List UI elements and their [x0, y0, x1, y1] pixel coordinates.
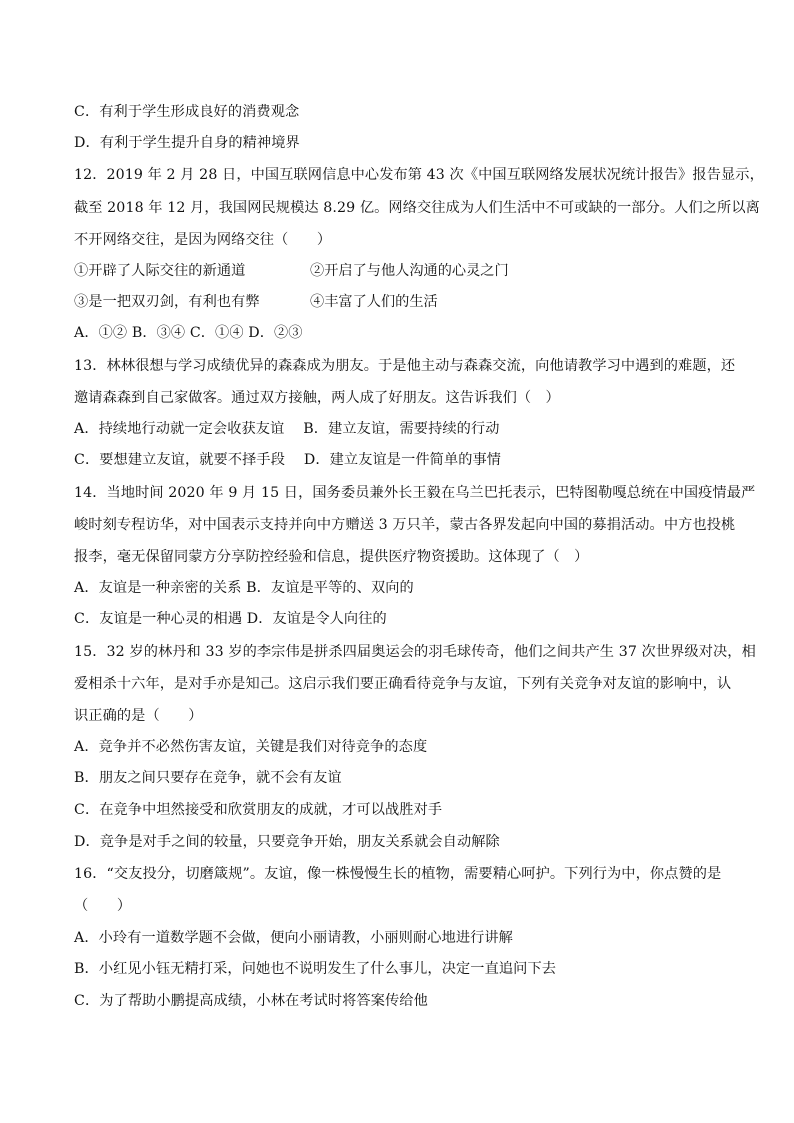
text-line: 峻时刻专程访华，对中国表示支持并向中方赠送 3 万只羊，蒙古各界发起向中国的募捐活动。中方也投桃: [74, 517, 736, 533]
text-line: 截至 2018 年 12 月，我国网民规模达 8.29 亿。网络交往成为人们生活中不可或缺的一部分。人们之所以离: [74, 200, 760, 216]
answer-choice: D．竞争是对手之间的较量，只要竞争开始，朋友关系就会自动解除: [74, 834, 500, 850]
answer-choice: A．小玲有一道数学题不会做，便向小丽请教，小丽则耐心地进行讲解: [74, 930, 513, 946]
text-line: 不开网络交往，是因为网络交往（ ）: [74, 232, 332, 248]
answer-choices: A．友谊是一种亲密的关系 B．友谊是平等的、双向的: [74, 580, 414, 596]
answer-choice: B．朋友之间只要存在竞争，就不会有友谊: [74, 770, 342, 786]
text-line: C．有利于学生形成良好的消费观念: [74, 104, 300, 120]
answer-choices: A．①② B．③④ C．①④ D．②③: [74, 325, 303, 341]
option-2: ②开启了与他人沟通的心灵之门: [310, 263, 509, 279]
answer-choices: C．要想建立友谊，就要不择手段 D．建立友谊是一件简单的事情: [74, 452, 502, 468]
text-line: （ ）: [74, 898, 132, 914]
answer-choice: A．竞争并不必然伤害友谊，关键是我们对待竞争的态度: [74, 739, 428, 755]
option-1: ①开辟了人际交往的新通道: [74, 263, 246, 279]
question-12-line: 12．2019 年 2 月 28 日，中国互联网信息中心发布第 43 次《中国互联网络发展状况统计报告》报告显示，: [74, 167, 764, 183]
text-line: 邀请森森到自己家做客。通过双方接触，两人成了好朋友。这告诉我们（ ）: [74, 390, 560, 406]
option-4: ④丰富了人们的生活: [310, 294, 438, 310]
text-line: 识正确的是（ ）: [74, 708, 203, 724]
answer-choice: B．小红见小钰无精打采，问她也不说明发生了什么事儿，决定一直追问下去: [74, 961, 557, 977]
answer-choice: C．为了帮助小鹏提高成绩，小林在考试时将答案传给他: [74, 993, 428, 1009]
question-15-line: 15．32 岁的林丹和 33 岁的李宗伟是拼杀四届奥运会的羽毛球传奇，他们之间共产生 37 次世界级对决，相: [74, 644, 756, 660]
text-line: D．有利于学生提升自身的精神境界: [74, 135, 300, 151]
answer-choices: C．友谊是一种心灵的相遇 D．友谊是令人向往的: [74, 611, 387, 627]
answer-choice: C．在竞争中坦然接受和欣赏朋友的成就，才可以战胜对手: [74, 802, 443, 818]
option-3: ③是一把双刃剑，有利也有弊: [74, 294, 260, 310]
answer-choices: A．持续地行动就一定会收获友谊 B．建立友谊，需要持续的行动: [74, 421, 500, 437]
text-line: 爱相杀十六年，是对手亦是知己。这启示我们要正确看待竞争与友谊，下列有关竞争对友谊的影响中，认: [74, 676, 732, 692]
text-line: 报李，毫无保留同蒙方分享防控经验和信息，提供医疗物资援助。这体现了（ ）: [74, 549, 589, 565]
question-14-line: 14．当地时间 2020 年 9 月 15 日，国务委员兼外长王毅在乌兰巴托表示，巴特图勒嘎总统在中国疫情最严: [74, 485, 756, 501]
question-13-line: 13．林林很想与学习成绩优异的森森成为朋友。于是他主动与森森交流，向他请教学习中遇到的难题，还: [74, 358, 736, 374]
question-16-line: 16．“交友投分，切磨箴规”。友谊，像一株慢慢生长的植物，需要精心呵护。下列行为中，你点赞的是: [74, 866, 722, 882]
